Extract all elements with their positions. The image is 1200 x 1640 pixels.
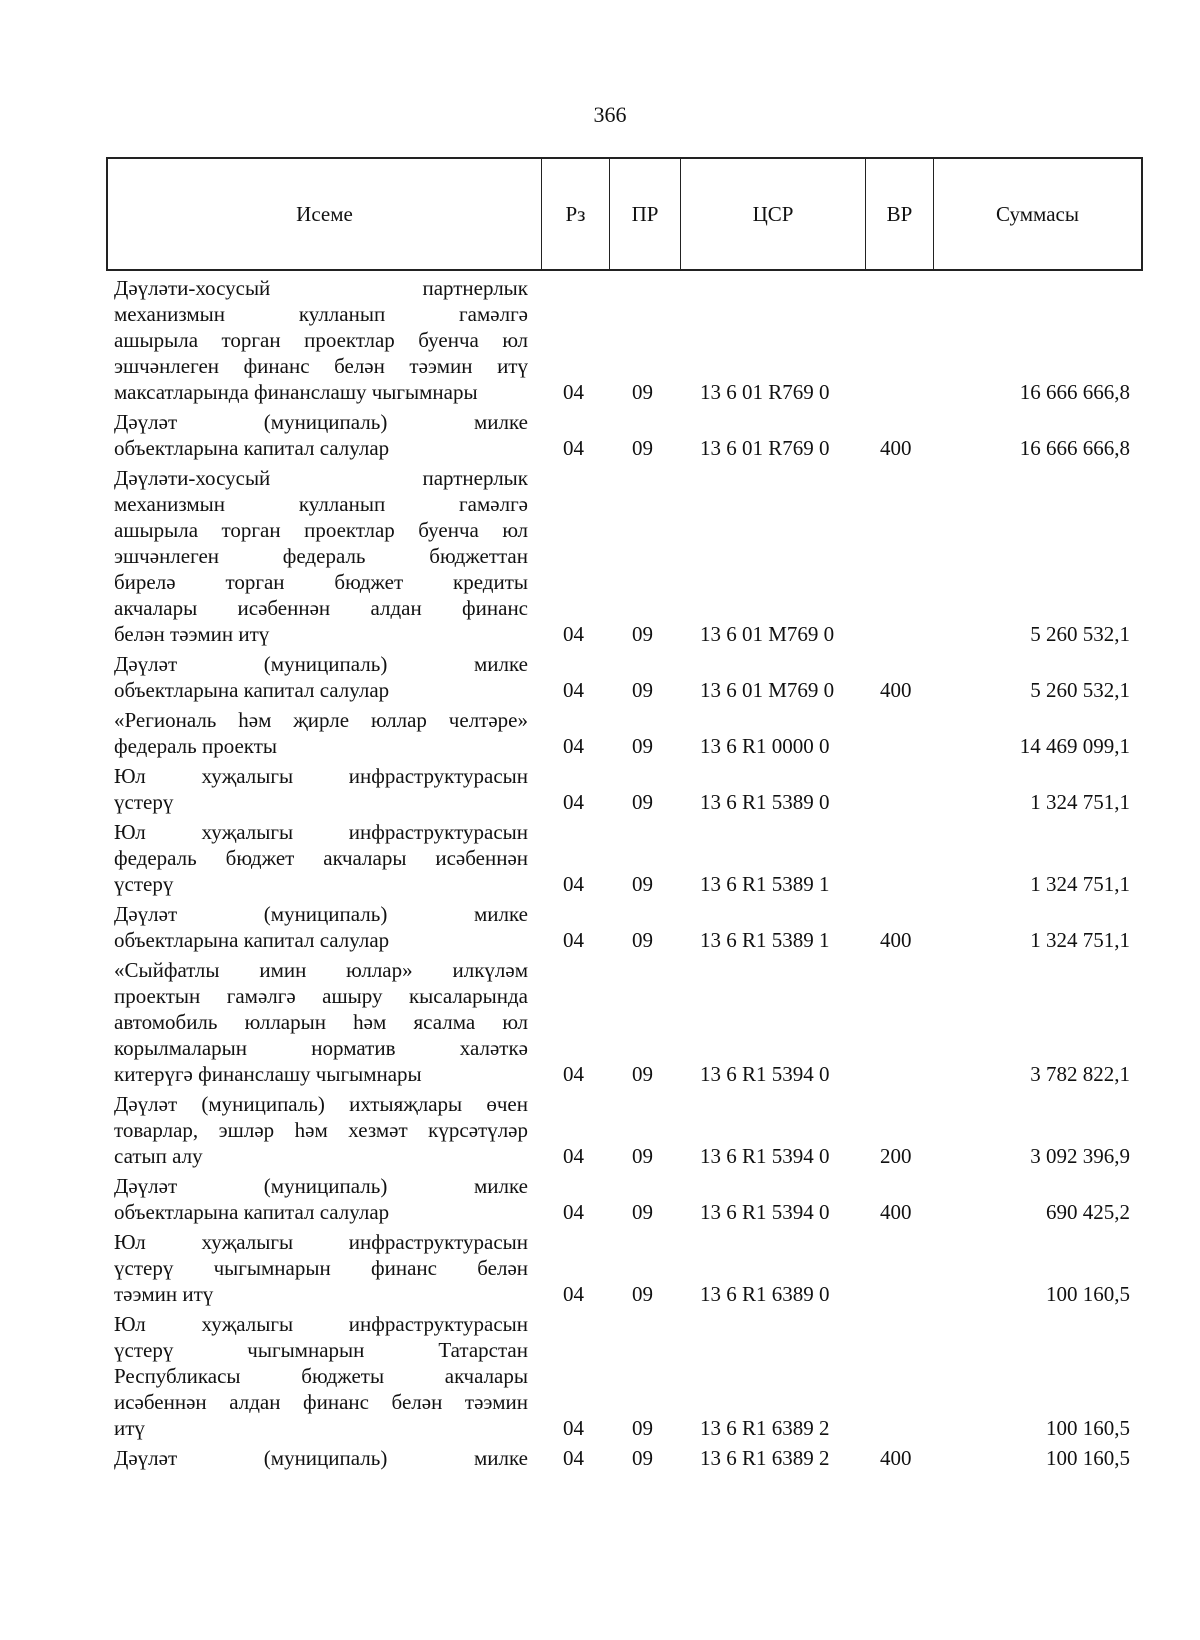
row-csr: 13 6 R1 5394 0 [700,1062,830,1086]
row-pr: 09 [632,436,653,460]
row-name-line: сатып алу [114,1144,203,1168]
row-name [114,409,528,461]
row-name-line: объектларына капитал салулар [114,678,390,702]
row-pr: 09 [632,872,653,896]
row-name-line: федераль проекты [114,734,277,758]
header-csr: ЦСР [681,159,866,269]
table-row [0,707,1200,759]
row-sum: 14 469 099,1 [1019,734,1130,758]
row-pr: 09 [632,1416,653,1440]
row-name-line: исәбеннән алдан финанс белән тәэмин [114,1390,528,1414]
row-name-line: итү [114,1416,145,1440]
row-pr: 09 [632,1446,653,1470]
row-pr: 09 [632,678,653,702]
row-vr: 400 [880,1446,912,1470]
header-rz: Рз [542,159,610,269]
row-name-line: үстерү чыгымнарын Татарстан [114,1338,528,1362]
table-row [0,1173,1200,1225]
row-csr: 13 6 R1 6389 2 [700,1416,830,1440]
row-pr: 09 [632,790,653,814]
table-row [0,1311,1200,1441]
row-rz: 04 [563,1062,584,1086]
row-sum: 3 092 396,9 [1030,1144,1130,1168]
row-name [114,651,528,703]
row-name [114,465,528,647]
row-name-line: Дәүләти-хосусый партнерлык [114,276,528,300]
row-sum: 3 782 822,1 [1030,1062,1130,1086]
header-sum: Суммасы [996,201,1079,226]
row-csr: 13 6 01 R769 0 [700,380,830,404]
row-name-line: бирелә торган бюджет кредиты [114,570,528,594]
row-name-line: Юл хуҗалыгы инфраструктурасын [114,764,528,788]
row-pr: 09 [632,1062,653,1086]
row-csr: 13 6 R1 5394 0 [700,1144,830,1168]
row-vr: 200 [880,1144,912,1168]
row-csr: 13 6 01 R769 0 [700,436,830,460]
row-name-line: акчалары исәбеннән алдан финанс [114,596,528,620]
row-sum: 100 160,5 [1046,1446,1130,1470]
row-name-line: ашырыла торган проектлар буенча юл [114,328,528,352]
row-pr: 09 [632,1144,653,1168]
row-name-line: федераль бюджет акчалары исәбеннән [114,846,528,870]
row-sum: 16 666 666,8 [1019,380,1130,404]
row-pr: 09 [632,1282,653,1306]
row-csr: 13 6 R1 5389 1 [700,872,830,896]
table-row [0,1091,1200,1169]
row-name-line: Республикасы бюджеты акчалары [114,1364,528,1388]
row-sum: 5 260 532,1 [1030,678,1130,702]
table-row [0,409,1200,461]
table-row [0,1229,1200,1307]
row-name [114,819,528,897]
row-name-line: Юл хуҗалыгы инфраструктурасын [114,1312,528,1336]
table-row [0,957,1200,1087]
row-name-line: ашырыла торган проектлар буенча юл [114,518,528,542]
row-name-line: Дәүләт (муниципаль) милке [114,902,528,926]
header-pr: ПР [610,159,681,269]
row-name-line: товарлар, эшләр һәм хезмәт күрсәтүләр [114,1118,528,1142]
table-row [0,819,1200,897]
row-name-line: үстерү [114,872,174,896]
row-rz: 04 [563,622,584,646]
table-header [106,157,1143,271]
table-row [0,901,1200,953]
row-sum: 100 160,5 [1046,1416,1130,1440]
row-rz: 04 [563,1446,584,1470]
row-name-line: Дәүләт (муниципаль) милке [114,1446,528,1470]
row-rz: 04 [563,1282,584,1306]
row-name [114,1091,528,1169]
row-rz: 04 [563,872,584,896]
table-row [0,465,1200,647]
row-name-line: Дәүләт (муниципаль) ихтыяҗлары өчен [114,1092,528,1116]
row-rz: 04 [563,1416,584,1440]
row-name-line: проектын гамәлгә ашыру кысаларында [114,984,528,1008]
table-row [0,763,1200,815]
row-pr: 09 [632,622,653,646]
row-sum: 16 666 666,8 [1019,436,1130,460]
row-name-line: Юл хуҗалыгы инфраструктурасын [114,820,528,844]
row-name-line: Юл хуҗалыгы инфраструктурасын [114,1230,528,1254]
row-name [114,901,528,953]
row-rz: 04 [563,790,584,814]
row-rz: 04 [563,380,584,404]
row-sum: 1 324 751,1 [1030,928,1130,952]
row-csr: 13 6 R1 6389 0 [700,1282,830,1306]
row-name-line: Дәүләти-хосусый партнерлык [114,466,528,490]
row-name-line: Дәүләт (муниципаль) милке [114,652,528,676]
row-name-line: объектларына капитал салулар [114,436,390,460]
page-number: 366 [593,102,627,127]
row-name-line: механизмын кулланып гамәлгә [114,302,528,326]
row-name-line: максатларында финанслашу чыгымнары [114,380,478,404]
row-rz: 04 [563,678,584,702]
row-csr: 13 6 01 M769 0 [700,678,835,702]
row-vr: 400 [880,1200,912,1224]
row-sum: 1 324 751,1 [1030,790,1130,814]
table-row [0,651,1200,703]
row-pr: 09 [632,734,653,758]
row-name-line: үстерү чыгымнарын финанс белән [114,1256,528,1280]
row-csr: 13 6 01 M769 0 [700,622,835,646]
row-vr: 400 [880,436,912,460]
row-name-line: корылмаларын норматив халәткә [114,1036,528,1060]
row-name [114,957,528,1087]
table-row [0,1445,1200,1471]
row-name [114,707,528,759]
row-name [114,1311,528,1441]
row-name-line: тәэмин итү [114,1282,214,1306]
row-rz: 04 [563,734,584,758]
header-vr: ВР [866,159,934,269]
row-name [114,763,528,815]
row-csr: 13 6 R1 0000 0 [700,734,830,758]
row-name [114,1173,528,1225]
row-name-line: китерүгә финанслашу чыгымнары [114,1062,422,1086]
row-sum: 100 160,5 [1046,1282,1130,1306]
row-rz: 04 [563,1200,584,1224]
header-name: Исеме [108,159,542,269]
row-name-line: объектларына капитал салулар [114,928,390,952]
row-name-line: Дәүләт (муниципаль) милке [114,410,528,434]
row-name-line: объектларына капитал салулар [114,1200,390,1224]
row-rz: 04 [563,1144,584,1168]
row-name-line: «Сыйфатлы имин юллар» илкүләм [114,958,528,982]
row-sum: 1 324 751,1 [1030,872,1130,896]
row-sum: 5 260 532,1 [1030,622,1130,646]
table-body [0,271,1200,1471]
row-name-line: үстерү [114,790,174,814]
row-name [114,275,528,405]
row-csr: 13 6 R1 6389 2 [700,1446,830,1470]
row-rz: 04 [563,436,584,460]
row-pr: 09 [632,1200,653,1224]
row-vr: 400 [880,678,912,702]
row-sum: 690 425,2 [1046,1200,1130,1224]
row-name-line: белән тәэмин итү [114,622,270,646]
row-pr: 09 [632,928,653,952]
row-name [114,1229,528,1307]
row-name-line: механизмын кулланып гамәлгә [114,492,528,516]
row-name-line: автомобиль юлларын һәм ясалма юл [114,1010,528,1034]
row-csr: 13 6 R1 5389 0 [700,790,830,814]
row-csr: 13 6 R1 5394 0 [700,1200,830,1224]
row-name-line: эшчәнлеген финанс белән тәэмин итү [114,354,528,378]
row-vr: 400 [880,928,912,952]
row-name-line: эшчәнлеген федераль бюджеттан [114,544,528,568]
table-row [0,275,1200,405]
row-name [114,1445,528,1471]
row-name-line: «Региональ һәм җирле юллар челтәре» [114,708,528,732]
row-pr: 09 [632,380,653,404]
row-rz: 04 [563,928,584,952]
row-csr: 13 6 R1 5389 1 [700,928,830,952]
row-name-line: Дәүләт (муниципаль) милке [114,1174,528,1198]
